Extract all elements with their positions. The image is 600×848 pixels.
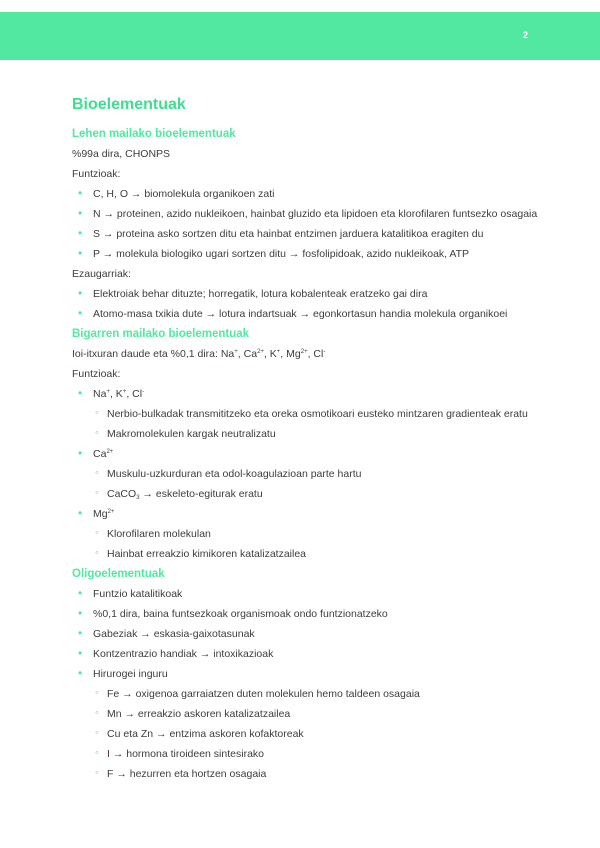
- ion-separator: ,: [263, 348, 270, 360]
- ion-separator: ,: [280, 348, 287, 360]
- section-heading-secondary: Bigarren mailako bioelementuak: [72, 328, 250, 340]
- ion-symbol: Na: [93, 388, 107, 400]
- sublist-item: ◦ Klorofilaren molekulan: [93, 527, 542, 541]
- list-item: • C, H, O → biomolekula organikoen zati: [72, 187, 542, 201]
- list-item: • P → molekula biologiko ugari sortzen ditu → fosfolipidoak, azido nukleikoak, ATP: [72, 247, 542, 261]
- ion-symbol: K: [115, 388, 123, 400]
- ion-charge: +: [106, 389, 110, 395]
- primary-functions-label: Funtzioak:: [72, 168, 121, 180]
- list-item: [72, 447, 542, 501]
- ion-separator: ,: [109, 388, 116, 400]
- primary-functions-list: [72, 187, 542, 261]
- ion-charge: +: [234, 349, 238, 355]
- sublist-item: ◦ Nerbio-bulkadak transmititzeko eta oreka osmotikoari eusteko mintzaren gradienteak eratu: [93, 407, 542, 421]
- ion-charge: +: [276, 349, 281, 355]
- ion-symbol: Ca: [93, 448, 107, 460]
- sublist: [93, 467, 542, 501]
- sublist-item: ◦ Makromolekulen kargak neutralizatu: [93, 427, 542, 441]
- ion-charge: -: [323, 349, 326, 355]
- ion-list: [221, 348, 326, 360]
- ion-symbol: Cl: [313, 348, 324, 360]
- page-title: Bioelementuak: [72, 96, 186, 113]
- ion-charge: 2+: [106, 449, 114, 455]
- list-item: • Gabeziak → eskasia-gaixotasunak: [72, 627, 542, 641]
- oligo-list: [72, 587, 542, 781]
- primary-intro: %99a dira, CHONPS: [72, 148, 171, 160]
- list-item: [72, 387, 542, 441]
- ion-symbol: K: [269, 348, 277, 360]
- list-item: • Kontzentrazio handiak → intoxikazioak: [72, 647, 542, 661]
- ion-charge: 2+: [300, 349, 308, 355]
- ion-charge: +: [122, 389, 127, 395]
- sublist: [93, 687, 542, 781]
- sublist-item: ◦ Mn → erreakzio askoren katalizatzailea: [93, 707, 542, 721]
- list-item: • Atomo-masa txikia dute → lotura indartsuak → egonkortasun handia molekula organikoei: [72, 307, 542, 321]
- primary-properties-label: Ezaugarriak:: [72, 268, 131, 280]
- sublist-item: ◦ Fe → oxigenoa garraiatzen duten molekulen hemo taldeen osagaia: [93, 687, 542, 701]
- section-heading-oligo: Oligoelementuak: [72, 568, 165, 580]
- formula-text: CaCO: [107, 488, 137, 500]
- ion-symbol: Na: [220, 348, 235, 360]
- ion-symbol: Ca: [243, 348, 258, 360]
- page-header-band: [0, 12, 600, 60]
- ion-symbol: Mg: [286, 348, 301, 360]
- ion-group-label: [93, 508, 114, 520]
- list-item: • N → proteinen, azido nukleikoen, hainbat gluzido eta lipidoen eta klorofilaren funtsezko osagaia: [72, 207, 542, 221]
- ion-charge: -: [142, 389, 145, 395]
- sublist-item: ◦ Hainbat erreakzio kimikoren katalizatzailea: [93, 547, 542, 561]
- secondary-functions-label: Funtzioak:: [72, 368, 121, 380]
- sublist: [93, 527, 542, 561]
- sublist-item: ◦ Cu eta Zn → entzima askoren kofaktoreak: [93, 727, 542, 741]
- list-item: • Elektroiak behar dituzte; horregatik, lotura kobalenteak eratzeko gai dira: [72, 287, 542, 301]
- list-item-label: Hirurogei inguru: [93, 668, 168, 680]
- sublist-item: ◦ I → hormona tiroideen sintesirako: [93, 747, 542, 761]
- document-body: [72, 93, 542, 787]
- ion-group-label: [93, 448, 113, 460]
- ion-group-label: [93, 388, 144, 400]
- sublist: [93, 407, 542, 441]
- ion-charge: 2+: [107, 509, 115, 515]
- list-item: • %0,1 dira, baina funtsezkoak organismoak ondo funtzionatzeko: [72, 607, 542, 621]
- ion-symbol: Mg: [93, 508, 108, 520]
- sublist-item: [93, 487, 542, 501]
- page-number: 2: [522, 30, 528, 40]
- secondary-intro: [72, 347, 542, 361]
- ion-separator: ,: [126, 388, 133, 400]
- ion-separator: ,: [307, 348, 314, 360]
- ion-separator: ,: [237, 348, 244, 360]
- sublist-item: ◦ Muskulu-uzkurduran eta odol-koagulazioan parte hartu: [93, 467, 542, 481]
- list-item: • Funtzio katalitikoak: [72, 587, 542, 601]
- secondary-intro-text: Ioi-itxuran daude eta %0,1 dira:: [72, 348, 221, 360]
- list-item: [72, 507, 542, 561]
- sublist-item: ◦ F → hezurren eta hortzen osagaia: [93, 767, 542, 781]
- formula-subscript: 3: [136, 495, 140, 501]
- primary-properties-list: [72, 287, 542, 321]
- list-item: [72, 667, 542, 781]
- secondary-functions-list: [72, 387, 542, 561]
- ion-charge: 2+: [257, 349, 264, 355]
- formula-description: → eskeleto-egiturak eratu: [139, 488, 263, 500]
- ion-symbol: Cl: [132, 388, 143, 400]
- list-item: • S → proteina asko sortzen ditu eta hainbat entzimen jarduera katalitikoa eragiten du: [72, 227, 542, 241]
- section-heading-primary: Lehen mailako bioelementuak: [72, 128, 236, 140]
